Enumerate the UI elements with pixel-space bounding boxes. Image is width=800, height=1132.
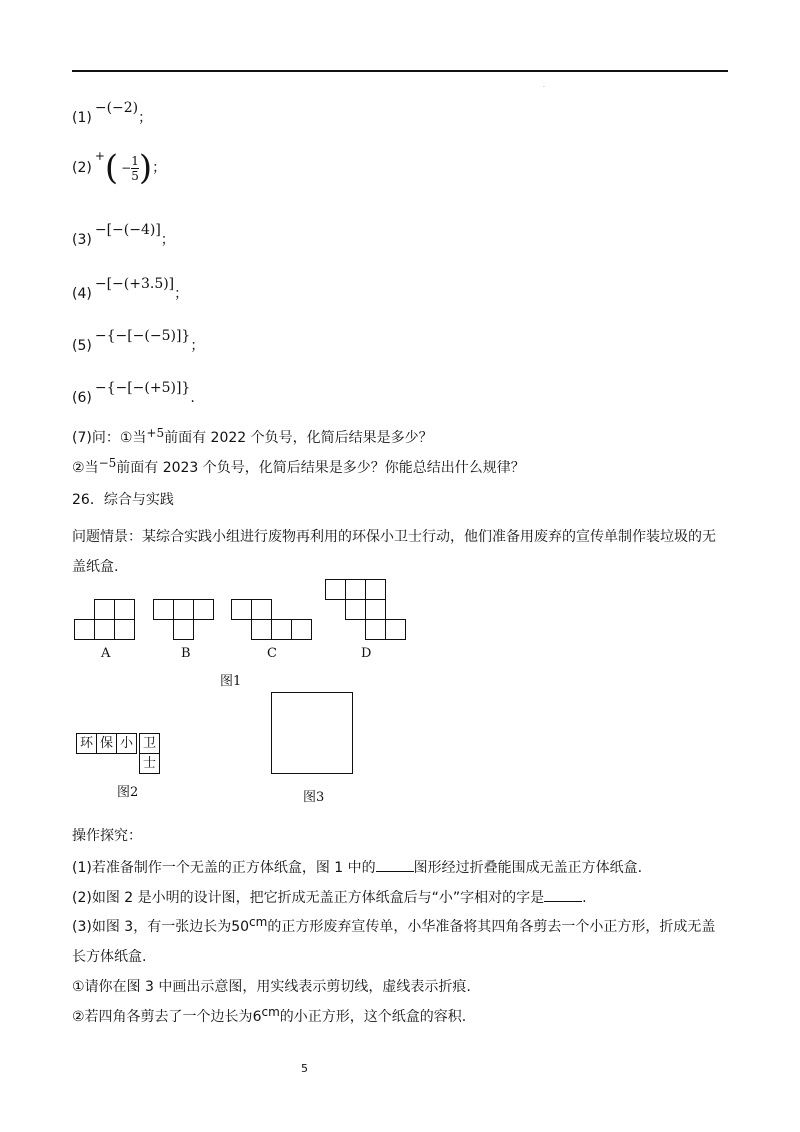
operation-sub2-unit: cm <box>261 1005 280 1019</box>
header-rule <box>72 70 728 72</box>
answer-blank[interactable] <box>376 857 414 872</box>
operation-q2-pre: (2)如图 2 是小明的设计图，把它折成无盖正方体纸盒后与“小”字相对的字是 <box>72 890 545 906</box>
problem-6 <box>72 380 195 408</box>
net-b-label: B <box>181 646 191 661</box>
net-a-label: A <box>101 646 111 661</box>
operation-q1-post: 图形经过折叠能围成无盖正方体纸盒. <box>413 860 643 876</box>
problem-5-expr: −{−[−(−5)]} <box>94 328 191 344</box>
fraction <box>131 154 139 183</box>
operation-q3 <box>72 917 715 937</box>
net-square <box>193 599 214 620</box>
header-dot: · <box>543 84 545 91</box>
figure-2-caption: 图2 <box>117 785 139 800</box>
net-square <box>271 619 292 640</box>
right-paren: ) <box>138 148 153 188</box>
net-square <box>94 599 115 620</box>
net-d-label: D <box>361 646 372 661</box>
figure-1-caption: 图1 <box>220 674 242 689</box>
problem-1-punct: ； <box>138 110 153 126</box>
figure-3-caption: 图3 <box>303 790 325 805</box>
question-26-scenario: 问题情景：某综合实践小组进行废物再利用的环保小卫士行动，他们准备用废弃的宣传单制作装垃圾的无盖纸盒. <box>72 529 716 575</box>
left-paren: ( <box>104 148 119 188</box>
operation-q3-num: 50 <box>231 919 250 935</box>
problem-7b-pre: ②当 <box>72 460 99 476</box>
net-square <box>251 619 272 640</box>
net-square <box>345 599 366 620</box>
problem-7b-post: 前面有 2023 个负号，化简后结果是多少？你能总结出什么规律？ <box>116 460 525 476</box>
net-square <box>231 599 252 620</box>
net-square <box>251 599 272 620</box>
problem-4 <box>72 276 189 304</box>
net-square <box>94 619 115 640</box>
net-square <box>345 579 366 600</box>
problem-4-label: (4) <box>72 286 92 302</box>
operation-sub1: ①请你在图 3 中画出示意图，用实线表示剪切线，虚线表示折痕. <box>72 979 471 995</box>
operation-q1-pre: (1)若准备制作一个无盖的正方体纸盒，图 1 中的 <box>72 860 376 876</box>
problem-3-expr: −[−(−4)] <box>94 222 161 238</box>
fraction-numerator: 1 <box>131 153 139 168</box>
net-square <box>365 619 386 640</box>
operation-q3-post: 的正方形废弃宣传单，小华准备将其四角各剪去一个小正方形，折成无盖 <box>267 919 716 935</box>
operation-q2 <box>72 887 587 908</box>
problem-1 <box>72 100 153 128</box>
problem-2-neg: − <box>121 161 132 175</box>
problem-1-expr: −(−2) <box>94 100 139 116</box>
net-square <box>173 619 194 640</box>
operation-sub2 <box>72 1007 466 1027</box>
net-square <box>114 599 135 620</box>
answer-blank[interactable] <box>544 887 582 902</box>
fig2-cell: 卫 <box>139 733 160 754</box>
operation-q1 <box>72 857 642 878</box>
operation-q3-line2: 长方体纸盒. <box>72 949 147 965</box>
net-square <box>365 599 386 620</box>
problem-2 <box>72 146 166 190</box>
problem-5-label: (5) <box>72 338 92 354</box>
problem-4-expr: −[−(+3.5)] <box>94 276 175 292</box>
net-square <box>173 599 194 620</box>
operation-sub2-pre: ②若四角各剪去了一个边长为 <box>72 1009 253 1025</box>
operation-q2-post: . <box>582 890 587 906</box>
operation-sub2-post: 的小正方形，这个纸盒的容积. <box>279 1009 467 1025</box>
question-26-title: 26．综合与实践 <box>72 492 174 508</box>
problem-3-label: (3) <box>72 232 92 248</box>
figure-3-square <box>271 692 353 774</box>
problem-7a <box>72 428 433 448</box>
operations-heading: 操作探究： <box>72 828 142 844</box>
problem-2-punct: ； <box>152 160 167 176</box>
fig2-cell: 保 <box>96 733 117 754</box>
fig2-cell: 小 <box>116 733 137 754</box>
problem-2-label: (2) <box>72 160 92 176</box>
problem-1-label: (1) <box>72 110 92 126</box>
problem-7a-math: +5 <box>146 426 165 440</box>
net-square <box>153 599 174 620</box>
operation-q3-unit: cm <box>249 915 268 929</box>
fraction-denominator: 5 <box>131 168 139 183</box>
operation-sub2-num: 6 <box>252 1009 262 1025</box>
fig2-cell: 环 <box>76 733 97 754</box>
operation-q3-pre: (3)如图 3，有一张边长为 <box>72 919 232 935</box>
net-square <box>325 579 346 600</box>
problem-6-expr: −{−[−(+5)]} <box>94 380 191 396</box>
problem-6-punct: . <box>190 390 195 406</box>
net-square <box>74 619 95 640</box>
page-number: 5 <box>301 1062 308 1075</box>
net-square <box>365 579 386 600</box>
problem-5-punct: ； <box>190 338 205 354</box>
fig2-cell: 士 <box>139 753 160 774</box>
problem-3 <box>72 222 175 250</box>
net-square <box>291 619 312 640</box>
problem-5 <box>72 328 205 356</box>
problem-7b-math: −5 <box>98 456 117 470</box>
problem-3-punct: ； <box>160 232 175 248</box>
net-square <box>385 619 406 640</box>
problem-7a-post: 前面有 2022 个负号，化简后结果是多少？ <box>164 430 433 446</box>
problem-4-punct: ； <box>174 286 189 302</box>
problem-7a-pre: (7)问：①当 <box>72 430 147 446</box>
problem-2-sign: + <box>94 149 105 163</box>
net-c-label: C <box>267 646 277 661</box>
problem-6-label: (6) <box>72 390 92 406</box>
problem-7b <box>72 458 525 478</box>
net-square <box>114 619 135 640</box>
